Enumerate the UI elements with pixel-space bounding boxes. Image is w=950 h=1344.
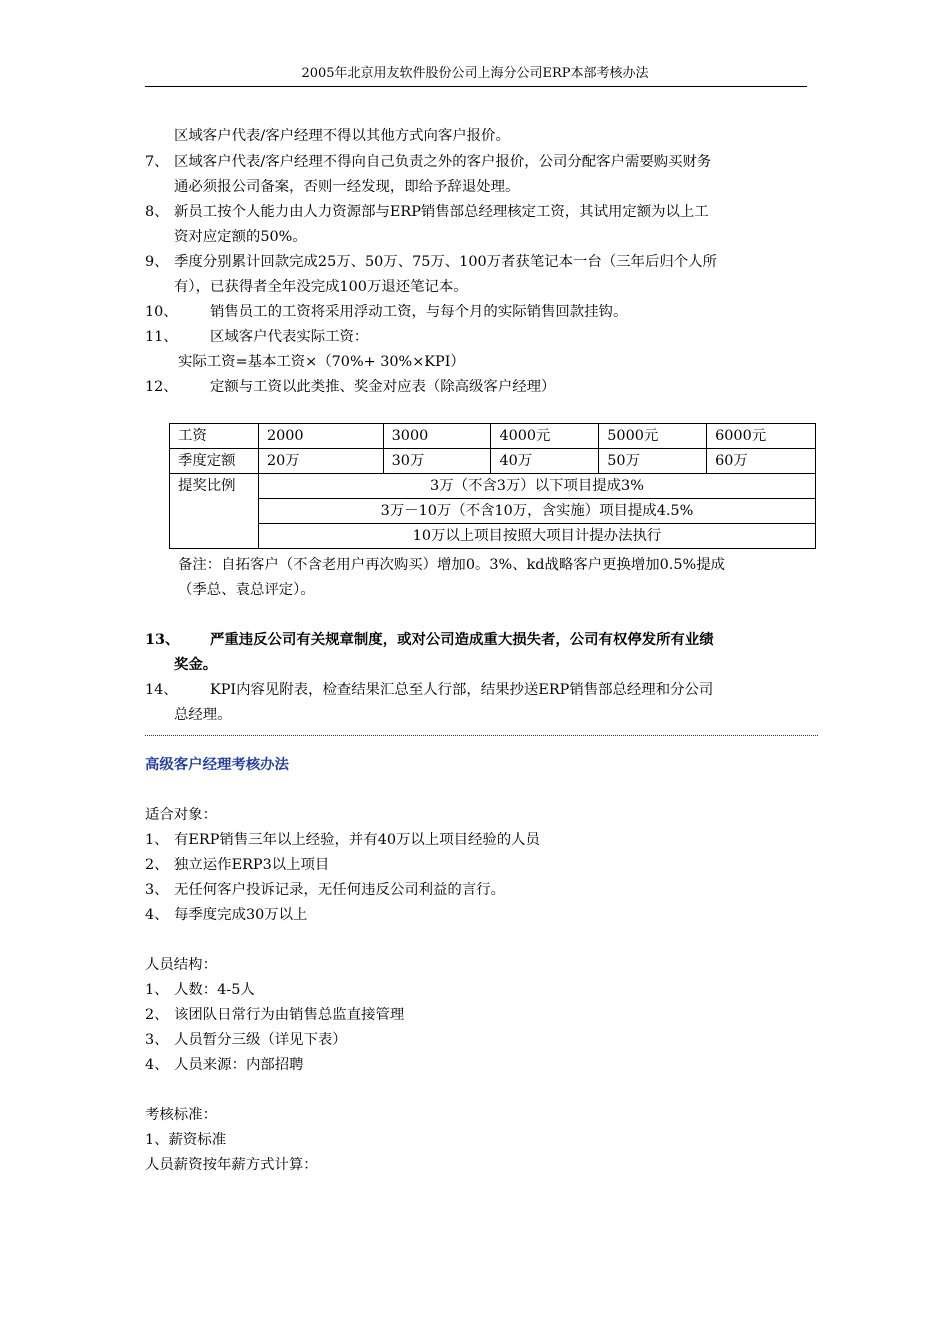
salary-formula: 实际工资=基本工资×（70%+ 30%×KPI） (178, 354, 465, 370)
section-title: 高级客户经理考核办法 (145, 756, 289, 773)
item-13-line1: 严重违反公司有关规章制度，或对公司造成重大损失者，公司有权停发所有业绩 (210, 631, 714, 648)
table-cell: 30万 (383, 449, 491, 474)
structure-1-number: 1、 (145, 982, 169, 998)
evaluation-heading: 考核标准： (145, 1107, 217, 1123)
item-8-line1: 新员工按个人能力由人力资源部与ERP销售部总经理核定工资，其试用定额为以上工 (174, 204, 709, 220)
table-cell: 50万 (599, 449, 707, 474)
target-1-text: 有ERP销售三年以上经验，并有40万以上项目经验的人员 (174, 832, 540, 848)
table-cell: 40万 (491, 449, 599, 474)
bonus-table (169, 423, 816, 549)
structure-3-text: 人员暂分三级（详见下表） (174, 1032, 347, 1048)
table-cell: 6000元 (707, 424, 816, 449)
target-3-text: 无任何客户投诉记录，无任何违反公司利益的言行。 (174, 882, 505, 898)
target-4-number: 4、 (145, 907, 169, 923)
structure-3-number: 3、 (145, 1032, 169, 1048)
table-cell: 季度定额 (170, 449, 259, 474)
table-cell-rule: 3万－10万（不含10万，含实施）项目提成4.5% (258, 499, 815, 524)
table-row (170, 474, 816, 499)
table-cell-rule: 10万以上项目按照大项目计提办法执行 (258, 524, 815, 549)
structure-4-number: 4、 (145, 1057, 169, 1073)
item-10-number: 10、 (145, 304, 178, 320)
structure-heading: 人员结构： (145, 957, 217, 973)
target-heading: 适合对象： (145, 807, 217, 823)
item-13-number: 13、 (145, 631, 180, 648)
structure-4-text: 人员来源：内部招聘 (174, 1057, 304, 1073)
target-1-number: 1、 (145, 832, 169, 848)
item-12-line1: 定额与工资以此类推、奖金对应表（除高级客户经理） (210, 379, 556, 395)
structure-2-text: 该团队日常行为由销售总监直接管理 (174, 1007, 405, 1023)
item-8-line2: 资对应定额的50%。 (174, 229, 307, 245)
item-9-line1: 季度分别累计回款完成25万、50万、75万、100万者获笔记本一台（三年后归个人所 (174, 254, 717, 270)
structure-1-text: 人数：4-5人 (174, 982, 255, 998)
table-cell: 20万 (258, 449, 383, 474)
table-cell: 工资 (170, 424, 259, 449)
table-row (170, 524, 816, 549)
table-cell-rule: 3万（不含3万）以下项目提成3% (258, 474, 815, 499)
item-11-line1: 区域客户代表实际工资： (210, 329, 369, 345)
table-cell: 3000 (383, 424, 491, 449)
item-7-line2: 通必须报公司备案，否则一经发现，即给予辞退处理。 (174, 179, 520, 195)
item-7-line1: 区域客户代表/客户经理不得向自己负责之外的客户报价，公司分配客户需要购买财务 (174, 154, 712, 170)
item-9-line2: 有），已获得者全年没完成100万退还笔记本。 (174, 279, 468, 295)
item-14-number: 14、 (145, 682, 178, 698)
item-10-line1: 销售员工的工资将采用浮动工资，与每个月的实际销售回款挂钩。 (210, 304, 628, 320)
item-14-line1: KPI内容见附表，检查结果汇总至人行部，结果抄送ERP销售部总经理和分公司 (210, 682, 714, 698)
item-13-line2: 奖金。 (174, 656, 218, 673)
table-cell: 5000元 (599, 424, 707, 449)
table-cell: 4000元 (491, 424, 599, 449)
header-divider (145, 86, 807, 87)
item-8-number: 8、 (145, 204, 169, 220)
table-note-line2: （季总、袁总评定）。 (178, 582, 315, 598)
target-4-text: 每季度完成30万以上 (174, 907, 308, 923)
table-cell: 2000 (258, 424, 383, 449)
item-6-continuation: 区域客户代表/客户经理不得以其他方式向客户报价。 (174, 128, 510, 144)
table-row (170, 499, 816, 524)
target-2-number: 2、 (145, 857, 169, 873)
item-14-line2: 总经理。 (174, 707, 232, 723)
section-divider (145, 735, 818, 736)
target-3-number: 3、 (145, 882, 169, 898)
item-7-number: 7、 (145, 154, 169, 170)
table-cell: 60万 (707, 449, 816, 474)
page-header: 2005年北京用友软件股份公司上海分公司ERP本部考核办法 (301, 66, 649, 81)
table-row (170, 449, 816, 474)
table-cell-commission-label: 提奖比例 (170, 474, 259, 549)
item-9-number: 9、 (145, 254, 169, 270)
evaluation-item-1: 1、薪资标准 (145, 1132, 227, 1148)
item-12-number: 12、 (145, 379, 178, 395)
evaluation-salary-note: 人员薪资按年薪方式计算： (145, 1157, 318, 1173)
structure-2-number: 2、 (145, 1007, 169, 1023)
table-row (170, 424, 816, 449)
target-2-text: 独立运作ERP3以上项目 (174, 857, 330, 873)
table-note-line1: 备注：自拓客户（不含老用户再次购买）增加0。3%、kd战略客户更换增加0.5%提成 (178, 557, 725, 573)
item-11-number: 11、 (145, 329, 178, 345)
